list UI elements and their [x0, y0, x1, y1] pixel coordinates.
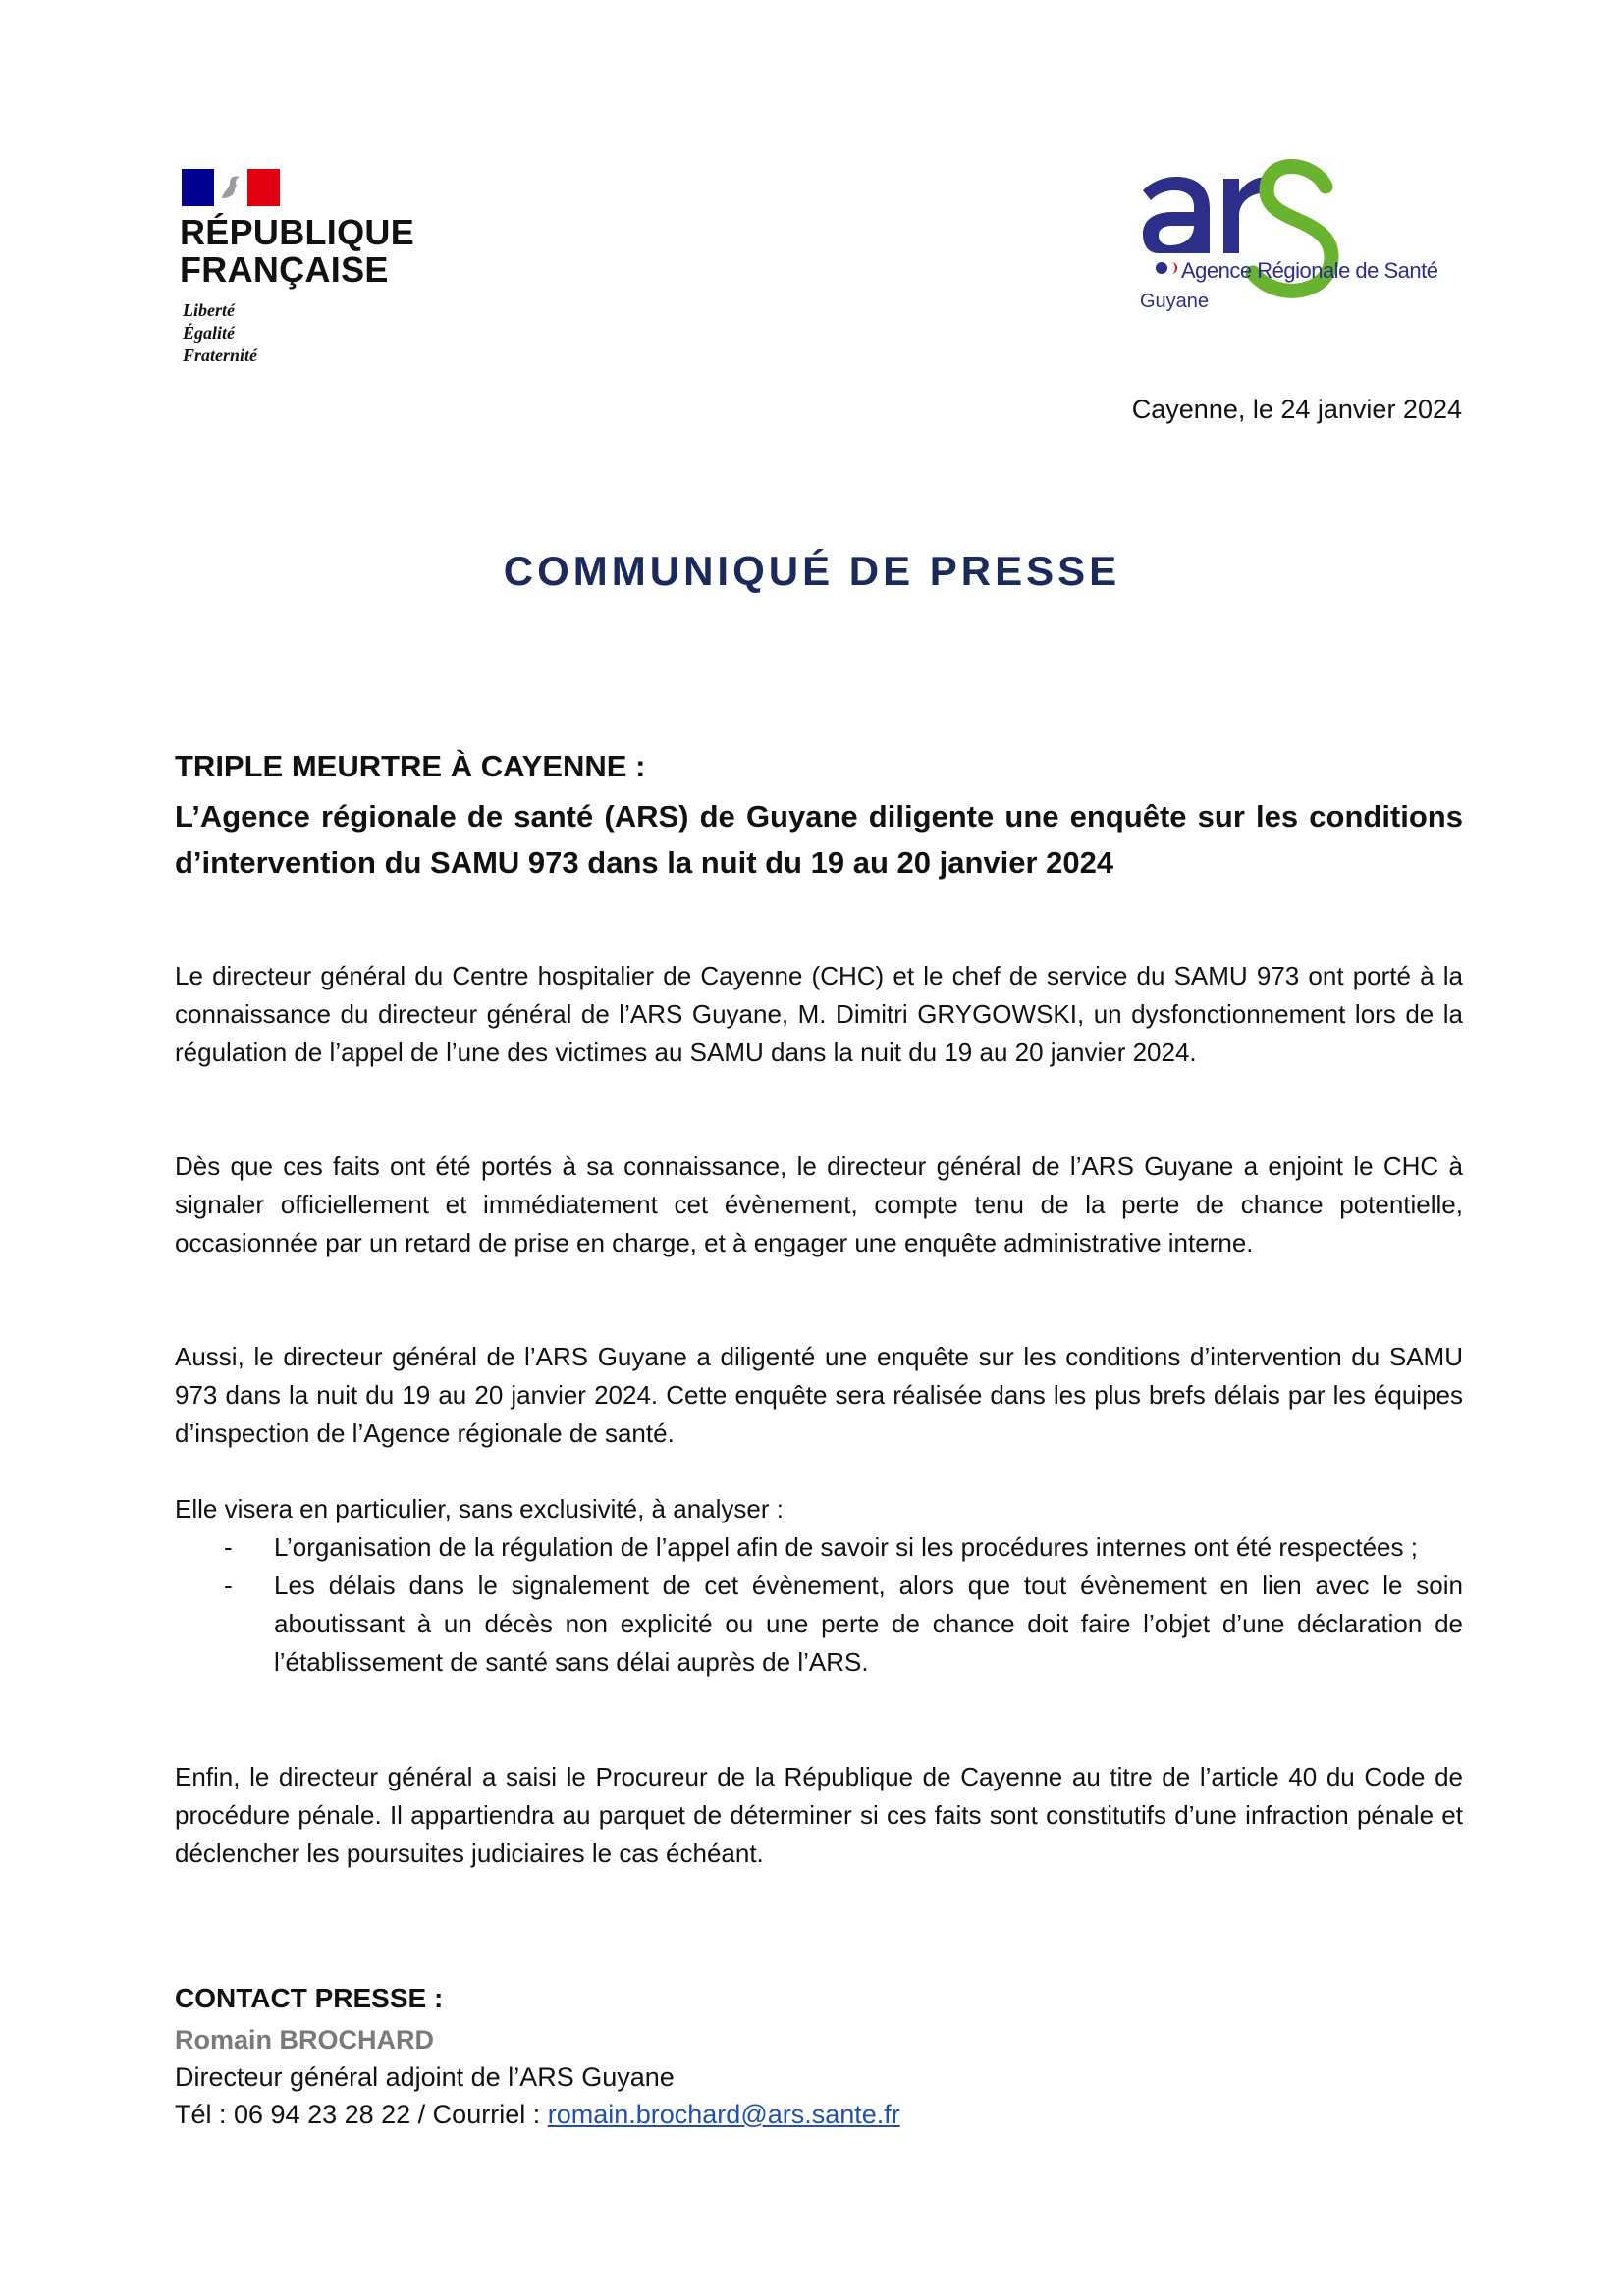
motto-egalite: Égalité — [183, 323, 235, 343]
contact-heading: CONTACT PRESSE : — [175, 1983, 444, 2013]
list-item — [175, 1528, 1463, 1567]
marianne-flag-logo — [182, 169, 280, 206]
paragraph-2: Dès que ces faits ont été portés à sa connaissance, le directeur général de l’ARS Guyane a enjoint le CHC à signaler officiellement et immédiatement cet évènement, compte tenu de la perte de chance potentielle, occasionnée par un retard de prise en charge, et à engager une enquête administrative interne. — [175, 1151, 1463, 1257]
list-dash: - — [224, 1571, 233, 1600]
republique-line-1: RÉPUBLIQUE — [180, 212, 415, 252]
paragraph-3: Aussi, le directeur général de l’ARS Guyane a diligenté une enquête sur les conditions d’intervention du SAMU 973 dans la nuit du 19 au 20 janvier 2024. Cette enquête sera réalisée dans les plus brefs délais par les équipes d’inspection de l’Agence régionale de santé. — [175, 1342, 1463, 1448]
headline-line-1: TRIPLE MEURTRE À CAYENNE : — [175, 749, 646, 783]
list-item-text: L’organisation de la régulation de l’appel afin de savoir si les procédures internes ont été respectées ; — [274, 1532, 1418, 1562]
document-date: Cayenne, le 24 janvier 2024 — [1131, 395, 1462, 424]
paragraph-1: Le directeur général du Centre hospitalier de Cayenne (CHC) et le chef de service du SAMU 973 ont porté à la connaissance du directeur général de l’ARS Guyane, M. Dimitri GRYGOWSKI, un dysfonctionnement lors de la régulation de l’appel de l’une des victimes au SAMU dans la nuit du 19 au 20 janvier 2024. — [175, 961, 1463, 1067]
headline-line-2: L’Agence régionale de santé (ARS) de Guyane diligente une enquête sur les conditions d’intervention du SAMU 973 dans la nuit du 19 au 20 janvier 2024 — [175, 799, 1463, 880]
republic-motto — [183, 299, 257, 367]
list-dash: - — [224, 1532, 233, 1562]
ars-region: Guyane — [1140, 291, 1210, 312]
republique-line-2: FRANÇAISE — [180, 249, 389, 290]
motto-fraternite: Fraternité — [183, 346, 258, 365]
ars-tagline: Agence Régionale de Santé — [1181, 258, 1438, 283]
contact-role: Directeur général adjoint de l’ARS Guyane — [175, 2062, 675, 2092]
contact-phone: Tél : 06 94 23 28 22 / Courriel : — [175, 2100, 548, 2129]
list-item — [175, 1567, 1463, 1682]
list-item-text: Les délais dans le signalement de cet évènement, alors que tout évènement en lien avec le soin aboutissant à un décès non explicité ou une perte de chance doit faire l’objet d’une déclaration de l’établissement de santé sans délai auprès de l’ARS. — [274, 1571, 1463, 1677]
contact-name: Romain BROCHARD — [175, 2025, 435, 2055]
republique-francaise-title — [180, 214, 414, 289]
contact-email-link[interactable]: romain.brochard@ars.sante.fr — [547, 2100, 900, 2129]
ars-logo — [1129, 147, 1473, 344]
paragraph-4: Elle visera en particulier, sans exclusivité, à analyser : — [175, 1494, 784, 1523]
page-title: COMMUNIQUÉ DE PRESSE — [503, 548, 1121, 594]
motto-liberte: Liberté — [183, 300, 235, 320]
contact-details — [175, 2100, 1463, 2130]
paragraph-5: Enfin, le directeur général a saisi le Procureur de la République de Cayenne au titre de l’article 40 du Code de procédure pénale. Il appartiendra au parquet de déterminer si ces faits sont constitutifs d’une infraction pénale et déclencher les poursuites judiciaires le cas échéant. — [175, 1762, 1463, 1868]
analysis-list — [175, 1528, 1463, 1682]
